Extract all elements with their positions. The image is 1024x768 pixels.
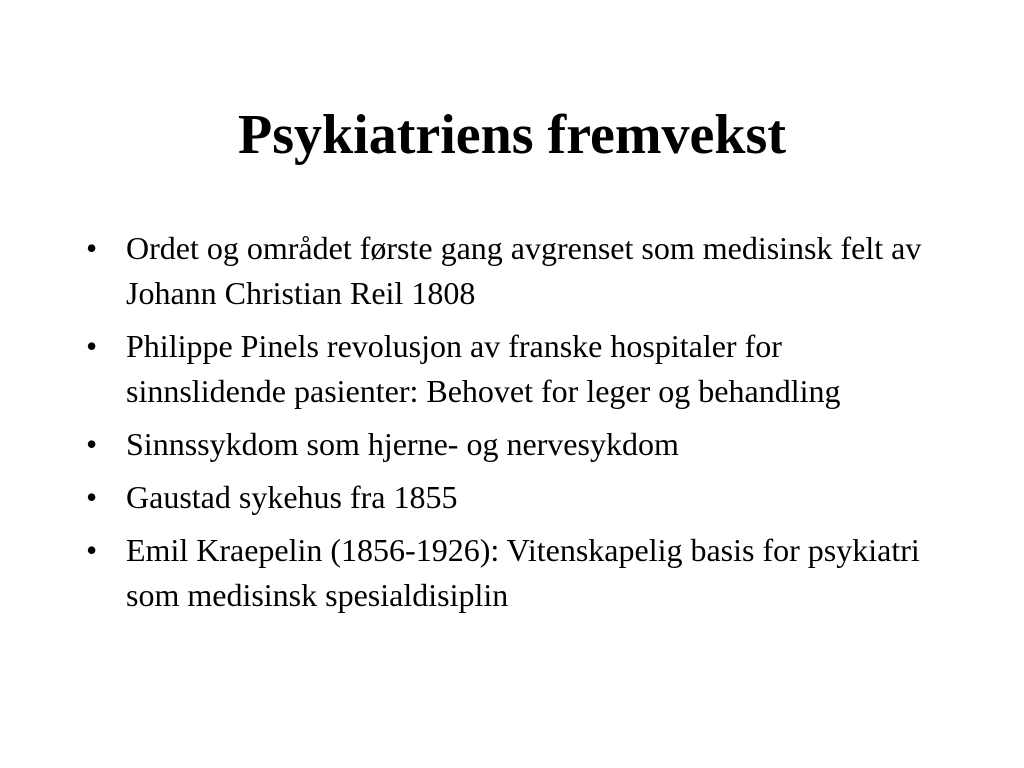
bullet-text: Gaustad sykehus fra 1855	[126, 479, 458, 515]
bullet-dot-icon: •	[86, 479, 98, 515]
bullet-list	[80, 226, 940, 626]
slide-title: Psykiatriens fremvekst	[238, 104, 786, 166]
bullet-text: Sinnssykdom som hjerne- og nervesykdom	[126, 426, 679, 462]
bullet-dot-icon: •	[86, 328, 98, 364]
bullet-item-3	[80, 422, 940, 467]
bullet-dot-icon: •	[86, 532, 98, 568]
bullet-text: Ordet og området første gang avgrenset som medisinsk felt av Johann Christian Reil 1808	[126, 230, 922, 311]
bullet-item-1	[80, 226, 940, 316]
bullet-item-4	[80, 475, 940, 520]
bullet-text: Philippe Pinels revolusjon av franske hospitaler for sinnslidende pasienter: Behovet for leger og behandling	[126, 328, 841, 409]
bullet-text: Emil Kraepelin (1856-1926): Vitenskapelig basis for psykiatri som medisinsk spesialdisiplin	[126, 532, 920, 613]
bullet-item-5	[80, 528, 940, 618]
bullet-item-2	[80, 324, 940, 414]
bullet-dot-icon: •	[86, 426, 98, 462]
bullet-dot-icon: •	[86, 230, 98, 266]
